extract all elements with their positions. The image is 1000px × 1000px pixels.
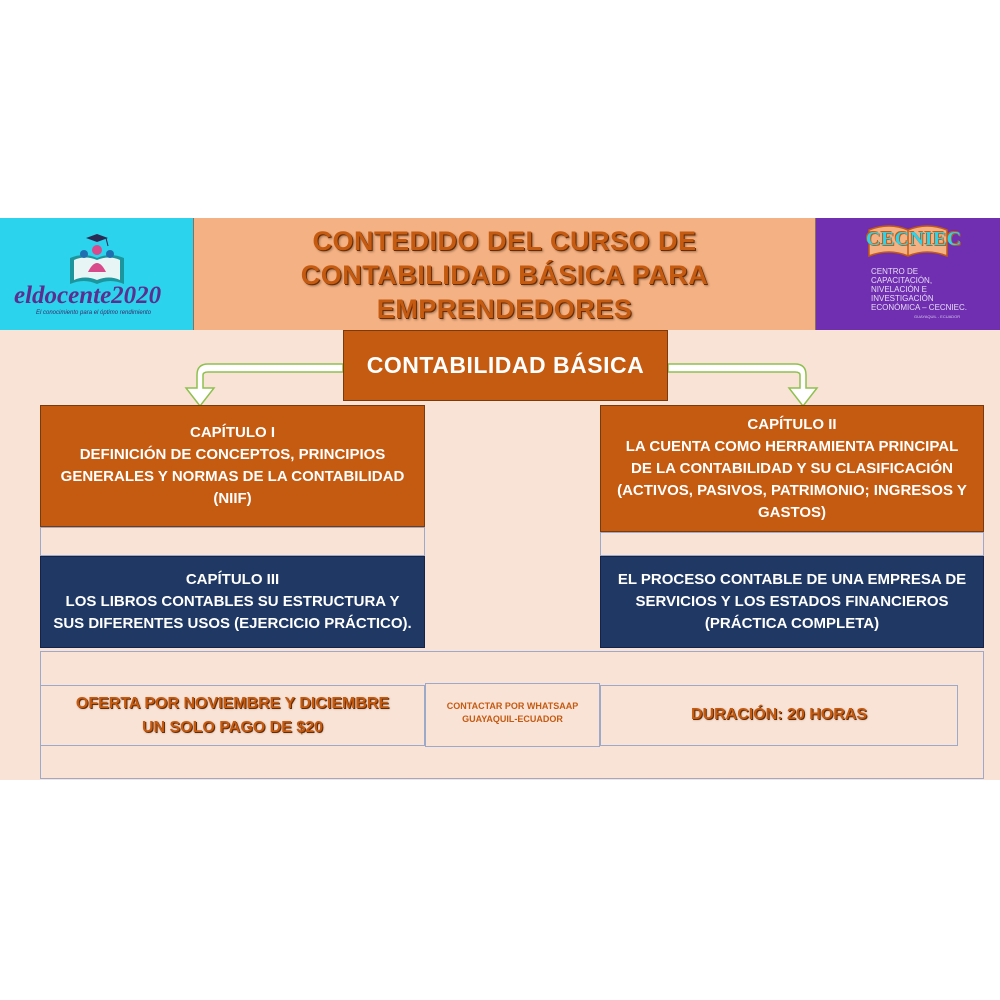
- contact-line-2: GUAYAQUIL-ECUADOR: [462, 714, 563, 724]
- title-line-1: CONTEDIDO DEL CURSO DE: [312, 226, 697, 256]
- chapter-2-line-4: GASTOS): [757, 503, 827, 521]
- cecniec-line-2: CAPACITACIÓN,: [871, 276, 933, 285]
- left-arrow-icon: [186, 364, 343, 406]
- chapter-4-line-1: EL PROCESO CONTABLE DE UNA EMPRESA DE: [617, 571, 967, 588]
- contact-line-1: CONTACTAR POR WHATSAAP: [446, 701, 579, 711]
- chapter-3-line-2: SUS DIFERENTES USOS (EJERCICIO PRÁCTICO).: [53, 615, 412, 632]
- chapter-1-line-3: (NIIF): [213, 490, 252, 507]
- cecniec-footer: GUAYAQUIL - ECUADOR: [914, 314, 961, 319]
- chapter-1-line-2: GENERALES Y NORMAS DE LA CONTABILIDAD: [60, 468, 405, 485]
- chapter-4-box: [600, 556, 984, 648]
- cecniec-logo: [816, 218, 1000, 330]
- cecniec-logo-text: [871, 267, 967, 312]
- cecniec-line-4: INVESTIGACIÓN: [871, 294, 934, 303]
- chapter-4-line-2: SERVICIOS Y LOS ESTADOS FINANCIEROS: [635, 593, 949, 610]
- book-people-icon: [62, 232, 132, 288]
- right-arrow-icon: [668, 364, 817, 406]
- offer-line-1: OFERTA POR NOVIEMBRE Y DICIEMBRE: [75, 694, 390, 712]
- contact-box[interactable]: [425, 683, 600, 747]
- cecniec-logo-name: CECNIEC: [866, 228, 962, 250]
- eldocente-logo-name: eldocente2020: [14, 282, 162, 309]
- chapter-2-line-3: (ACTIVOS, PASIVOS, PATRIMONIO; INGRESOS Y: [617, 481, 967, 499]
- duration-box: [600, 685, 958, 746]
- eldocente-logo: [0, 218, 193, 330]
- title-line-2: CONTABILIDAD BÁSICA PARA: [300, 260, 709, 290]
- chapter-1-spacer: [40, 527, 425, 556]
- title-line-3: EMPRENDEDORES: [376, 294, 633, 324]
- chapter-1-heading: CAPÍTULO I: [189, 424, 275, 441]
- chapter-2-spacer: [600, 532, 984, 556]
- chapter-2-line-2: DE LA CONTABILIDAD Y SU CLASIFICACIÓN: [631, 459, 953, 477]
- chapter-2-heading: CAPÍTULO II: [747, 415, 837, 433]
- main-topic-box: [343, 330, 668, 401]
- page-title: [301, 224, 708, 326]
- chapter-3-box: [40, 556, 425, 648]
- chapter-3-heading: CAPÍTULO III: [185, 571, 280, 588]
- chapter-2-box: [600, 405, 984, 532]
- chapter-1-line-1: DEFINICIÓN DE CONCEPTOS, PRINCIPIOS: [79, 446, 386, 463]
- chapter-2-line-1: LA CUENTA COMO HERRAMIENTA PRINCIPAL: [625, 437, 959, 455]
- title-box: [193, 218, 816, 330]
- duration-label: DURACIÓN: 20 HORAS: [690, 706, 867, 723]
- chapter-3-line-1: LOS LIBROS CONTABLES SU ESTRUCTURA Y: [65, 593, 400, 610]
- cecniec-line-3: NIVELACIÓN E: [871, 285, 928, 294]
- cecniec-line-5: ECONÓMICA – CECNIEC.: [871, 303, 968, 312]
- cecniec-line-1: CENTRO DE: [871, 267, 919, 276]
- main-topic-label: CONTABILIDAD BÁSICA: [366, 352, 645, 378]
- chapter-4-line-3: (PRÁCTICA COMPLETA): [704, 615, 880, 632]
- offer-box: [40, 685, 425, 746]
- eldocente-logo-tagline: El conocimiento para el óptimo rendimiento: [36, 310, 152, 316]
- offer-line-2: UN SOLO PAGO DE $20: [141, 718, 324, 736]
- chapter-1-box: [40, 405, 425, 527]
